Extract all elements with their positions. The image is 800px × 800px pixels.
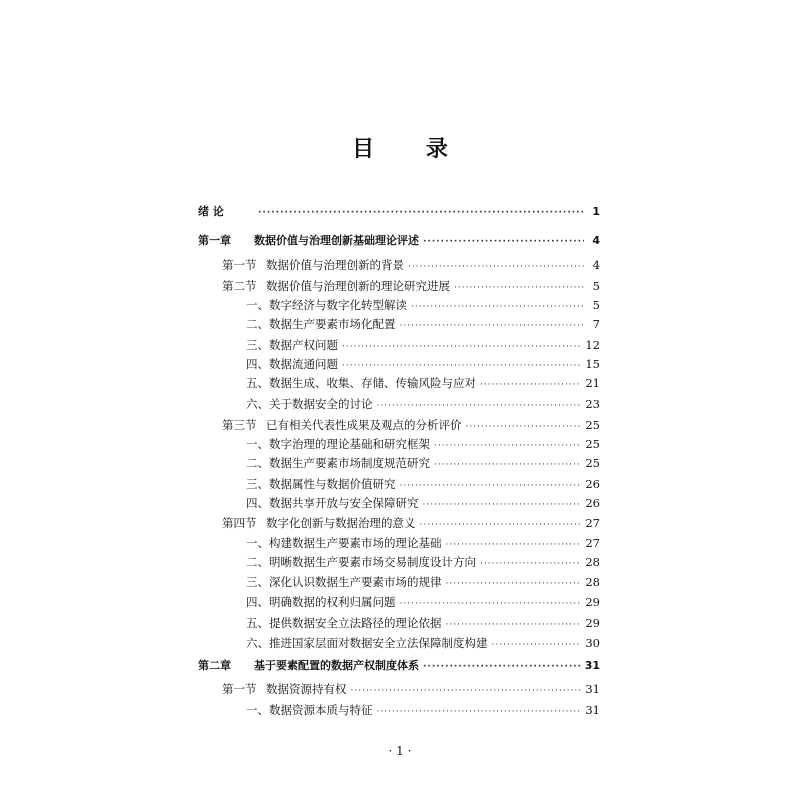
toc-leader-dots xyxy=(377,398,582,414)
toc-chapter-entry[interactable] xyxy=(198,204,600,221)
toc-item-entry[interactable] xyxy=(246,396,600,414)
toc-entry-text: 基于要素配置的数据产权制度体系 xyxy=(254,659,419,672)
toc-entry-label xyxy=(222,257,404,273)
toc-entry-label xyxy=(222,681,347,697)
toc-item-entry[interactable] xyxy=(246,702,600,720)
toc-entry-number: 第一节 xyxy=(222,258,257,272)
toc-item-entry[interactable] xyxy=(246,356,600,374)
toc-entry-label xyxy=(246,356,338,372)
toc-leader-dots xyxy=(400,478,582,494)
toc-entry-label xyxy=(246,635,488,651)
toc-leader-dots xyxy=(492,637,582,653)
toc-item-entry[interactable] xyxy=(246,476,600,494)
toc-entry-label xyxy=(246,495,419,511)
toc-entry-label xyxy=(246,396,373,412)
toc-item-entry[interactable] xyxy=(246,436,600,454)
toc-leader-dots xyxy=(400,596,582,612)
toc-item-entry[interactable] xyxy=(246,316,600,334)
toc-item-entry[interactable] xyxy=(246,297,600,315)
toc-entry-text: 已有相关代表性成果及观点的分析评价 xyxy=(266,418,462,432)
toc-leader-dots xyxy=(342,339,581,355)
toc-leader-dots xyxy=(446,617,582,633)
toc-entry-label xyxy=(222,515,416,531)
toc-item-entry[interactable] xyxy=(246,574,600,592)
toc-page-number: 29 xyxy=(585,595,600,609)
toc-entry-text: 四、明确数据的权利归属问题 xyxy=(246,595,396,609)
toc-entry-label xyxy=(246,337,338,353)
toc-leader-dots xyxy=(423,659,581,675)
toc-leader-dots xyxy=(446,576,582,592)
toc-leader-dots xyxy=(446,537,582,553)
toc-leader-dots xyxy=(408,259,584,275)
toc-leader-dots xyxy=(466,419,582,435)
toc-entry-label xyxy=(246,535,442,551)
toc-page-number: 25 xyxy=(585,456,600,470)
toc-entry-text: 数据价值与治理创新的背景 xyxy=(266,258,404,272)
toc-item-entry[interactable] xyxy=(246,615,600,633)
toc-page-number: 28 xyxy=(585,555,600,569)
toc-entry-text: 三、数据属性与数据价值研究 xyxy=(246,477,396,491)
toc-section-entry[interactable] xyxy=(222,417,600,435)
toc-entry-label xyxy=(222,278,450,294)
toc-item-entry[interactable] xyxy=(246,455,600,473)
toc-entry-number: 绪 论 xyxy=(198,205,224,218)
toc-entry-text: 四、数据共享开放与安全保障研究 xyxy=(246,496,419,510)
toc-page-number: 31 xyxy=(585,703,600,717)
toc-entry-label xyxy=(246,615,442,631)
toc-entry-text: 二、数据生产要素市场化配置 xyxy=(246,317,396,331)
toc-entry-number: 第二章 xyxy=(198,659,231,672)
toc-entry-number: 第一章 xyxy=(198,234,231,247)
toc-entry-text: 数据价值与治理创新的理论研究进展 xyxy=(266,279,450,293)
toc-page-number: 15 xyxy=(585,357,600,371)
toc-entry-label xyxy=(198,204,254,220)
toc-entry-label xyxy=(246,375,476,391)
toc-entry-number: 第三节 xyxy=(222,418,257,432)
toc-entry-label xyxy=(246,297,407,313)
toc-entry-label xyxy=(222,417,462,433)
toc-entry-text: 五、提供数据安全立法路径的理论依据 xyxy=(246,616,442,630)
toc-entry-text: 二、数据生产要素市场制度规范研究 xyxy=(246,456,430,470)
toc-entry-label xyxy=(246,554,476,570)
toc-page-number: 25 xyxy=(585,437,600,451)
toc-entry-text: 一、数字治理的理论基础和研究框架 xyxy=(246,437,430,451)
toc-page-number: 27 xyxy=(585,516,600,530)
toc-entry-number: 第四节 xyxy=(222,516,257,530)
toc-entry-text: 一、构建数据生产要素市场的理论基础 xyxy=(246,536,442,550)
toc-entry-label xyxy=(246,316,396,332)
toc-item-entry[interactable] xyxy=(246,554,600,572)
toc-page-number: 29 xyxy=(585,616,600,630)
toc-page-number: 5 xyxy=(592,279,600,293)
toc-entry-label xyxy=(198,658,419,674)
toc-entry-label xyxy=(246,594,396,610)
toc-page-number: 28 xyxy=(585,575,600,589)
toc-page-number: 21 xyxy=(585,376,600,390)
toc-page-number: 25 xyxy=(585,418,600,432)
toc-item-entry[interactable] xyxy=(246,337,600,355)
toc-entry-number: 第一节 xyxy=(222,682,257,696)
toc-leader-dots xyxy=(423,234,584,250)
toc-page-number: 7 xyxy=(592,317,600,331)
toc-page-number: 31 xyxy=(585,682,600,696)
toc-entry-text: 三、深化认识数据生产要素市场的规律 xyxy=(246,575,442,589)
toc-page-number: 26 xyxy=(585,496,600,510)
toc-page-number: 4 xyxy=(592,234,600,247)
toc-page-number: 30 xyxy=(585,636,600,650)
toc-leader-dots xyxy=(258,205,584,221)
toc-item-entry[interactable] xyxy=(246,375,600,393)
toc-page-number: 23 xyxy=(585,397,600,411)
toc-chapter-entry[interactable] xyxy=(198,233,600,250)
toc-item-entry[interactable] xyxy=(246,594,600,612)
toc-entry-text: 数据价值与治理创新基础理论评述 xyxy=(254,234,419,247)
toc-entry-text: 五、数据生成、收集、存储、传输风险与应对 xyxy=(246,376,476,390)
toc-leader-dots xyxy=(400,318,585,334)
toc-leader-dots xyxy=(420,517,582,533)
toc-item-entry[interactable] xyxy=(246,495,600,513)
toc-entry-text: 二、明晰数据生产要素市场交易制度设计方向 xyxy=(246,555,476,569)
toc-section-entry[interactable] xyxy=(222,257,600,275)
toc-entry-text: 三、数据产权问题 xyxy=(246,338,338,352)
toc-section-entry[interactable] xyxy=(222,681,600,699)
toc-page-number: 1 xyxy=(592,205,600,218)
toc-entry-label xyxy=(246,436,430,452)
toc-chapter-entry[interactable] xyxy=(198,658,600,675)
toc-entry-label xyxy=(246,455,430,471)
toc-entry-label xyxy=(246,702,373,718)
toc-section-entry[interactable] xyxy=(222,278,600,296)
toc-entry-text: 数字化创新与数据治理的意义 xyxy=(266,516,416,530)
toc-page-number: 26 xyxy=(585,477,600,491)
toc-section-entry[interactable] xyxy=(222,515,600,533)
toc-page-number: 27 xyxy=(585,536,600,550)
toc-page-number: 12 xyxy=(585,338,600,352)
toc-entry-label xyxy=(198,233,419,249)
page-title: 目 录 xyxy=(352,137,470,162)
toc-entry-text: 数据资源持有权 xyxy=(266,682,347,696)
page-number: · 1 · xyxy=(388,744,412,758)
toc-leader-dots xyxy=(351,683,582,699)
toc-leader-dots xyxy=(423,497,582,513)
toc-item-entry[interactable] xyxy=(246,535,600,553)
toc-leader-dots xyxy=(434,457,581,473)
toc-leader-dots xyxy=(411,299,584,315)
toc-entry-text: 一、数字经济与数字化转型解读 xyxy=(246,298,407,312)
toc-entry-text: 一、数据资源本质与特征 xyxy=(246,703,373,717)
toc-page-number: 5 xyxy=(592,298,600,312)
toc-entry-number: 第二节 xyxy=(222,279,257,293)
toc-item-entry[interactable] xyxy=(246,635,600,653)
toc-entry-text: 四、数据流通问题 xyxy=(246,357,338,371)
toc-leader-dots xyxy=(454,280,584,296)
toc-page-number: 4 xyxy=(592,258,600,272)
toc-leader-dots xyxy=(434,438,581,454)
toc-entry-text: 六、关于数据安全的讨论 xyxy=(246,397,373,411)
toc-page-number: 31 xyxy=(584,659,600,672)
toc-leader-dots xyxy=(377,704,582,720)
toc-leader-dots xyxy=(342,358,581,374)
toc-entry-label xyxy=(246,574,442,590)
toc-entry-label xyxy=(246,476,396,492)
toc-leader-dots xyxy=(480,556,581,572)
toc-leader-dots xyxy=(480,377,581,393)
toc-entry-text: 六、推进国家层面对数据安全立法保障制度构建 xyxy=(246,636,488,650)
